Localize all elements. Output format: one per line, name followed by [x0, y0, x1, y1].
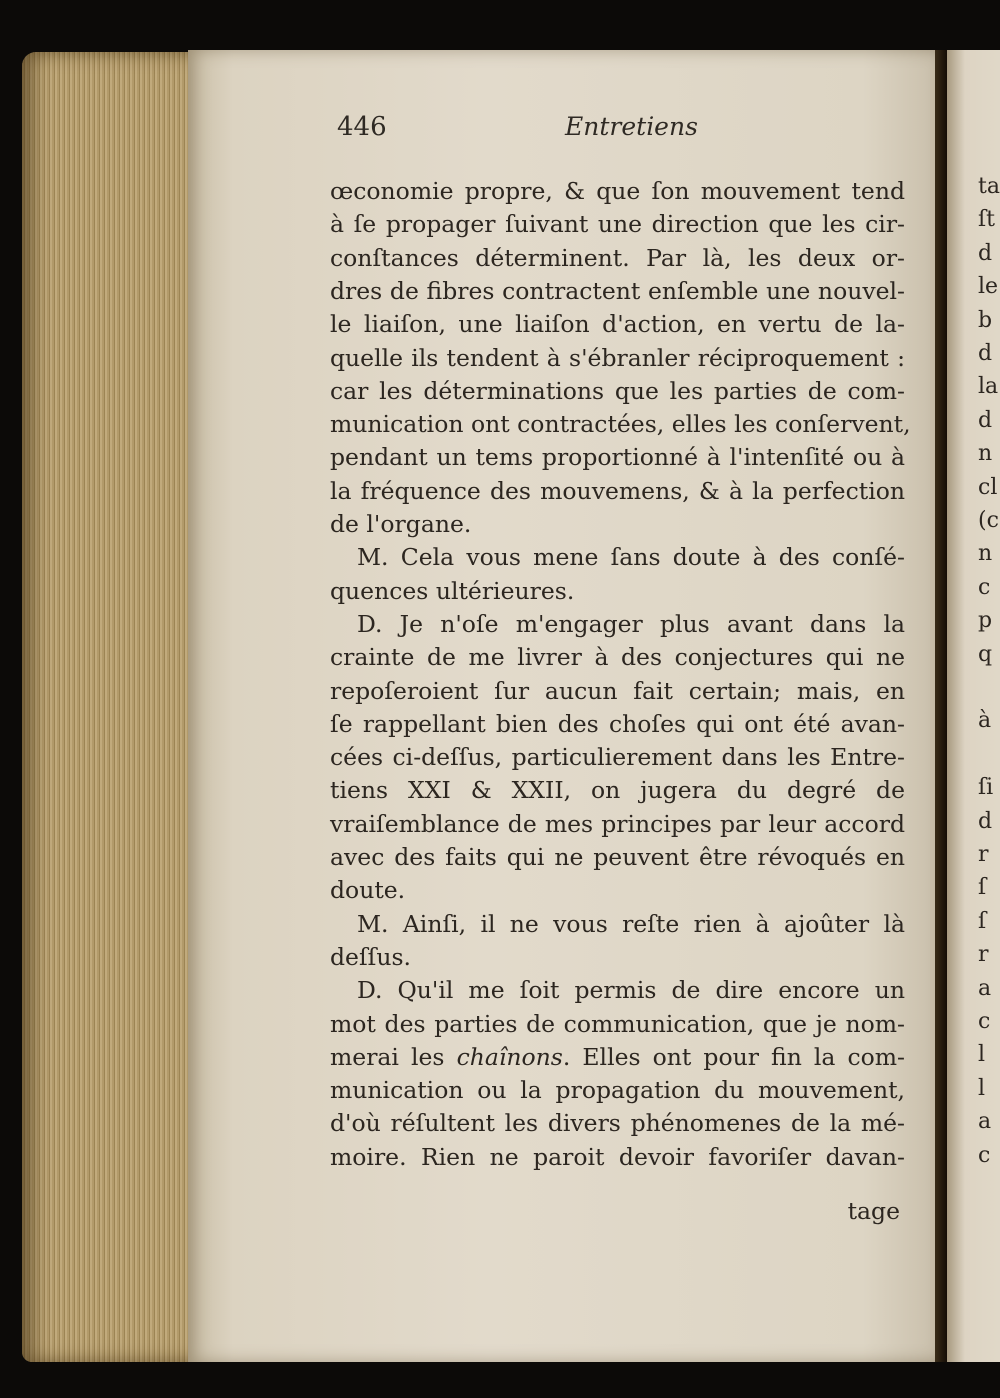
text-line: doute. — [330, 876, 406, 905]
text-line: repoſeroient ſur aucun fait certain; mais, en — [330, 676, 905, 705]
text-line: munication ou la propagation du mouvement, — [330, 1076, 905, 1105]
text-line: œconomie propre, & que ſon mouvement tend — [330, 177, 905, 205]
text-line: dres de fibres contractent enſemble une nouvel- — [330, 276, 905, 305]
right-page-fragment: ſt — [978, 207, 995, 233]
right-page-fragment: a — [978, 975, 992, 1001]
text-line: D. Je n'oſe m'engager plus avant dans la — [357, 609, 905, 638]
right-page-fragment: a — [978, 1109, 992, 1135]
right-page-fragment: ta — [978, 174, 1000, 199]
text-line: ſe rappellant bien des choſes qui ont été avan- — [330, 709, 905, 738]
right-page-fragment: ſ — [978, 875, 987, 901]
text-line: cées ci-deſſus, particulierement dans les Entre- — [330, 743, 905, 772]
right-page-fragment: la — [978, 374, 999, 400]
right-page-fragment: n — [978, 441, 993, 467]
text-line: conſtances déterminent. Par là, les deux or- — [330, 243, 905, 272]
text-line: le liaiſon, une liaiſon d'action, en vertu de la- — [330, 310, 905, 339]
right-page-fragment: l — [978, 1042, 986, 1068]
text-line: moire. Rien ne paroit devoir favoriſer davan- — [330, 1142, 905, 1171]
text-line: avec des faits qui ne peuvent être révoqués en — [330, 843, 905, 871]
text-line: la fréquence des mouvemens, & à la perfection — [330, 476, 905, 505]
catchword: tage — [847, 1197, 900, 1225]
text-line: deſſus. — [330, 942, 412, 971]
text-line: crainte de me livrer à des conjectures qui ne — [330, 643, 905, 672]
text-line: quences ultérieures. — [330, 576, 575, 605]
text-line: car les déterminations que les parties de com- — [330, 376, 905, 405]
text-line: D. Qu'il me ſoit permis de dire encore un — [357, 976, 905, 1005]
right-page-fragment: q — [978, 641, 993, 667]
text-line: tiens XXI & XXII, on jugera du degré de — [330, 776, 905, 805]
right-page-fragment: c — [978, 1009, 991, 1034]
right-page-fragment: d — [978, 240, 993, 266]
text-line: vraiſemblance de mes principes par leur accord — [330, 809, 905, 838]
text-line: M. Ainſi, il ne vous reſte rien à ajoûter là — [357, 909, 905, 938]
text-line: de l'organe. — [330, 510, 472, 538]
text-line: merai les chaînons. Elles ont pour fin la com- — [330, 1042, 906, 1071]
right-page-fragment: (c — [978, 508, 999, 533]
right-page-fragment: l — [978, 1075, 986, 1101]
right-page-fragment: ſi — [978, 775, 994, 801]
right-page-fragment: d — [978, 341, 993, 366]
right-page-fragment: d — [978, 407, 993, 433]
right-page-fragment: à — [978, 708, 992, 734]
right-page-fragment: ſ — [978, 908, 987, 934]
text-line: munication ont contractées, elles les conſervent, — [330, 410, 911, 439]
text-line: M. Cela vous mene ſans doute à des conſé- — [357, 543, 905, 572]
right-page-fragment: le — [978, 274, 999, 300]
right-page-fragment: p — [978, 608, 993, 634]
text-line: à ſe propager ſuivant une direction que les cir- — [330, 210, 905, 239]
right-page-fragment: r — [978, 942, 989, 968]
right-page-fragment: d — [978, 808, 993, 834]
text-line: pendant un tems proportionné à l'intenſité ou à — [330, 443, 905, 472]
book-gutter — [935, 50, 947, 1362]
right-page-fragment: n — [978, 541, 993, 567]
right-page-fragment: b — [978, 307, 993, 333]
running-title: Entretiens — [565, 112, 698, 141]
page-number: 446 — [337, 112, 387, 142]
right-page-fragment: r — [978, 842, 989, 867]
right-page-fragment: c — [978, 574, 991, 600]
right-page-fragment: c — [978, 1142, 991, 1168]
text-line: d'où réſultent les divers phénomenes de la mé- — [330, 1109, 905, 1138]
text-line: quelle ils tendent à s'ébranler réciproquement : — [330, 343, 905, 372]
text-line: mot des parties de communication, que je nom- — [330, 1009, 905, 1038]
right-page-fragment: cl — [978, 474, 998, 500]
